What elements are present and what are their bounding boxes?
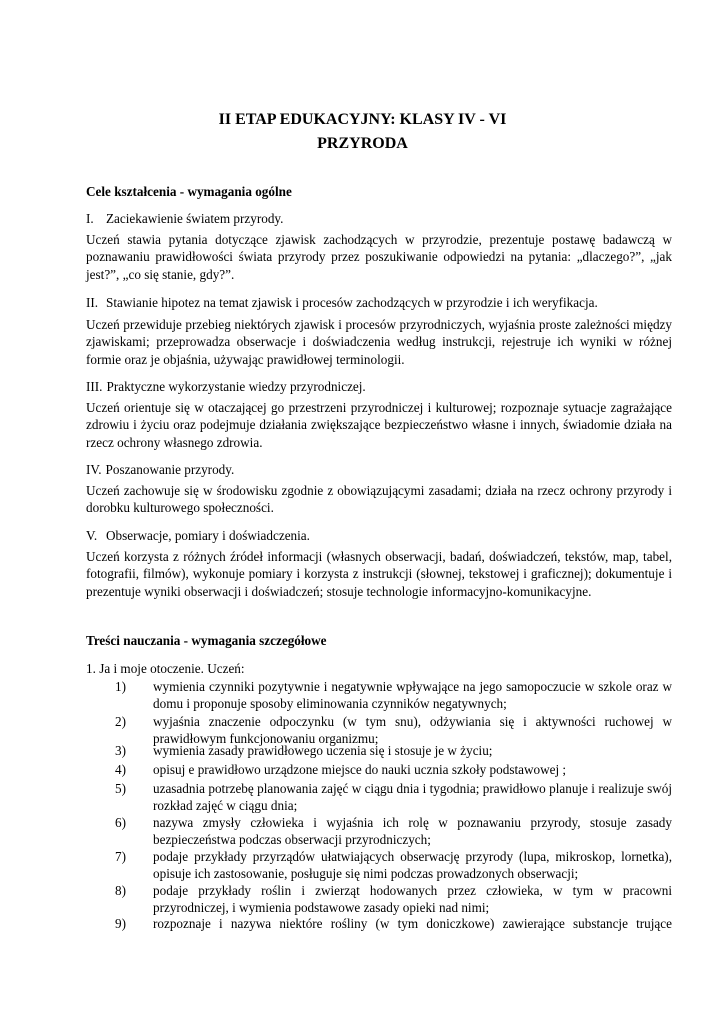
list-item-text: rozpoznaje i nazywa niektóre rośliny (w tym doniczkowe) zawierające substancje trujące: [153, 916, 672, 931]
list-item-text: uzasadnia potrzebę planowania zajęć w ciągu dnia i tygodnia; prawidłowo planuje i realizuje swój rozkład zajęć w ciągu dnia;: [153, 781, 672, 814]
section-title: [86, 527, 672, 544]
section-title: [86, 294, 672, 311]
document-subject: PRZYRODA: [317, 135, 408, 152]
list-item-text: wymienia czynniki pozytywnie i negatywnie wpływające na jego samopoczucie w szkole oraz w domu i proponuje sposoby eliminowania czynników negatywnych;: [153, 679, 672, 712]
section-number: V.: [86, 528, 98, 543]
section-title: [86, 378, 672, 395]
list-item-text: opisuj e prawidłowo urządzone miejsce do nauki ucznia szkoły podstawowej ;: [153, 762, 567, 777]
section-number: II.: [86, 295, 99, 310]
list-item-number: 7): [115, 849, 126, 864]
section-title-text: Praktyczne wykorzystanie wiedzy przyrodniczej.: [106, 379, 366, 394]
list-item-number: 4): [115, 762, 126, 777]
list-item-text: wyjaśnia znaczenie odpoczynku (w tym snu), odżywiania się i aktywności ruchowej w prawidłowym funkcjonowaniu organizmu;: [153, 714, 672, 747]
section-paragraph: Uczeń stawia pytania dotyczące zjawisk zachodzących w przyrodzie, prezentuje postawę badawczą w poznawaniu prawidłowości świata przyrody przez poszukiwanie odpowiedzi na pytania: „dlaczego?”, „jak jest?”, „co się stanie, gdy?”.: [86, 232, 672, 282]
list-item-text: wymienia zasady prawidłowego uczenia się i stosuje je w życiu;: [153, 743, 493, 758]
list-item-number: 2): [115, 714, 126, 729]
list-item-text: nazywa zmysły człowieka i wyjaśnia ich rolę w poznawaniu przyrody, stosuje zasady bezpieczeństwa podczas obserwacji przyrodniczych;: [153, 815, 672, 848]
section-title: [86, 210, 672, 227]
section-number: III.: [86, 379, 103, 394]
section-title-text: Zaciekawienie światem przyrody.: [106, 211, 284, 226]
section-paragraph: Uczeń korzysta z różnych źródeł informacji (własnych obserwacji, badań, doświadczeń, tekstów, map, tabel, fotografii, filmów), wykonuje pomiary i korzysta z instrukcji (słownej, tekstowej i graficznej); dokumentuje i prezentuje wyniki obserwacji i doświadczeń; stosuje technologie informacyjno-komunikacyjne.: [86, 549, 672, 599]
document-title: II ETAP EDUKACYJNY: KLASY IV - VI: [218, 111, 507, 128]
list-item-number: 5): [115, 781, 126, 796]
list-item-number: 6): [115, 815, 126, 830]
list-heading: 1. Ja i moje otoczenie. Uczeń:: [86, 661, 245, 676]
section-paragraph: Uczeń przewiduje przebieg niektórych zjawisk i procesów przyrodniczych, wyjaśnia proste zależności między zjawiskami; przeprowadza obserwacje i doświadczenia według instrukcji, rejestruje ich wyniki w różnej formie oraz je objaśnia, używając prawidłowej terminologii.: [86, 317, 672, 367]
list-item-text: podaje przykłady roślin i zwierząt hodowanych przez człowieka, w tym w pracowni przyrodniczej, i wymienia podstawowe zasady opieki nad nimi;: [153, 883, 672, 916]
section-paragraph: Uczeń orientuje się w otaczającej go przestrzeni przyrodniczej i kulturowej; rozpoznaje sytuacje zagrażające zdrowiu i życiu oraz podejmuje działania zwiększające bezpieczeństwo własne i innych, świadomie działa na rzecz ochrony własnego zdrowia.: [86, 400, 672, 450]
section-title: [86, 461, 672, 478]
section-number: IV.: [86, 462, 102, 477]
section-title-text: Stawianie hipotez na temat zjawisk i procesów zachodzących w przyrodzie i ich weryfikacja.: [106, 295, 598, 310]
section-paragraph: Uczeń zachowuje się w środowisku zgodnie z obowiązującymi zasadami; działa na rzecz ochrony przyrody i dorobku kulturowego społeczności.: [86, 483, 672, 516]
list-item-number: 9): [115, 916, 126, 931]
list-item-number: 3): [115, 743, 126, 758]
detailed-requirements-heading: Treści nauczania - wymagania szczegółowe: [86, 633, 327, 648]
section-number: I.: [86, 211, 94, 226]
section-title-text: Poszanowanie przyrody.: [105, 462, 235, 477]
list-item-text: podaje przykłady przyrządów ułatwiających obserwację przyrody (lupa, mikroskop, lornetka), opisuje ich zastosowanie, posługuje się nimi podczas prowadzonych obserwacji;: [153, 849, 672, 882]
general-requirements-heading: Cele kształcenia - wymagania ogólne: [86, 184, 292, 199]
list-item-number: 1): [115, 679, 126, 694]
section-title-text: Obserwacje, pomiary i doświadczenia.: [106, 528, 310, 543]
list-item-number: 8): [115, 883, 126, 898]
